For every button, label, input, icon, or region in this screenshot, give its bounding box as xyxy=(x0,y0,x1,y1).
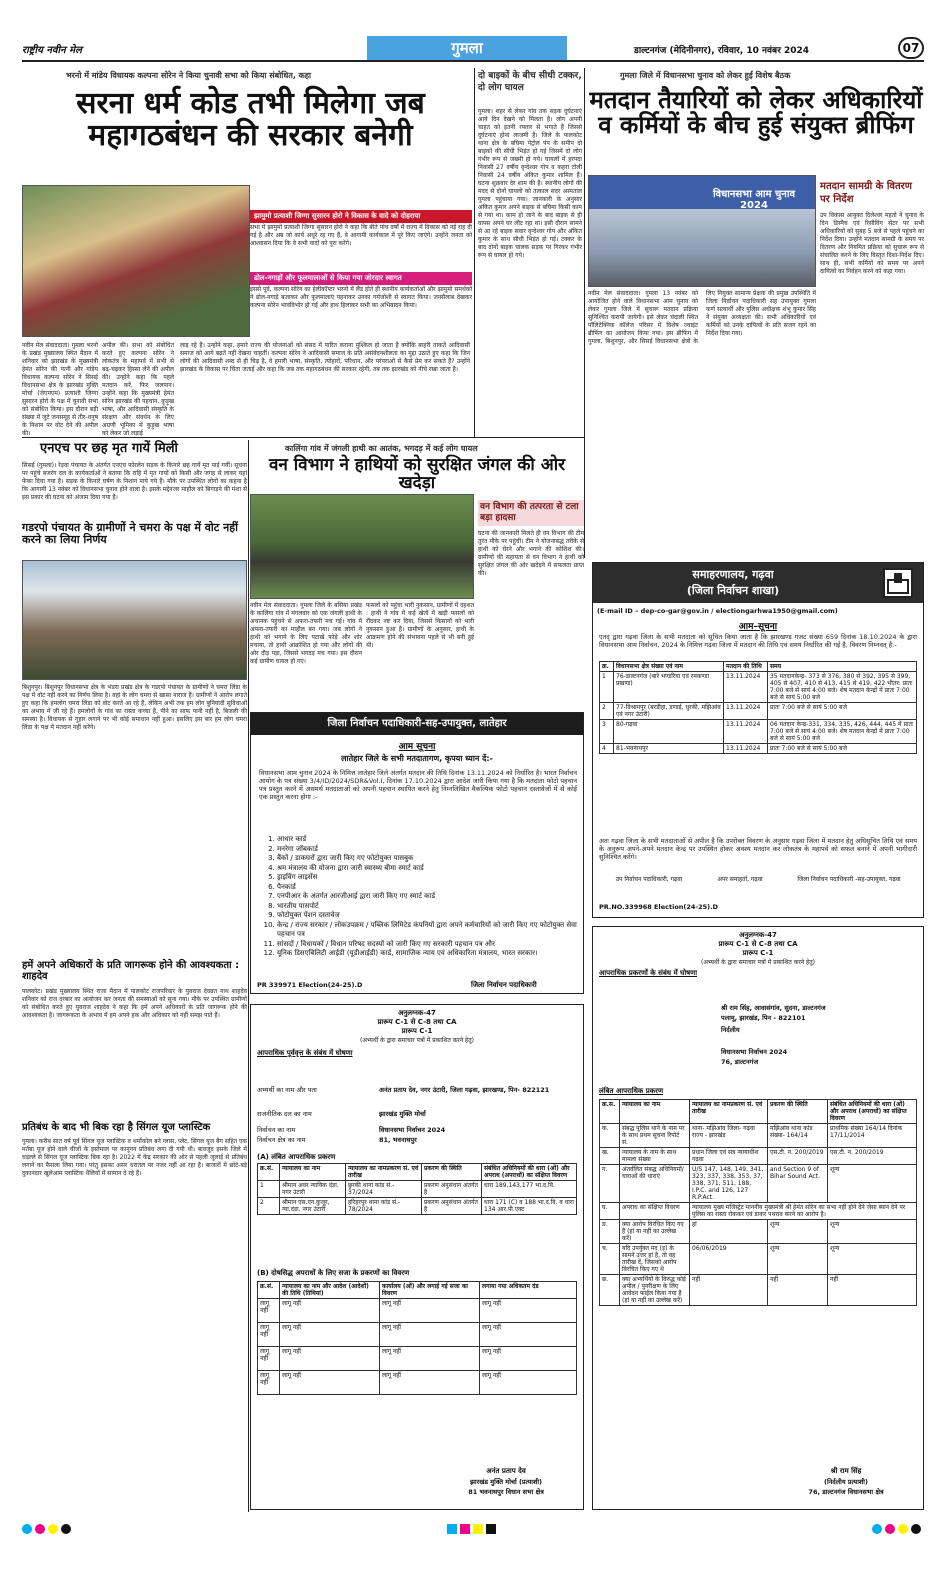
story4-body: सिसई (गुमला)। रेड़वा पंचायत के अंतर्गत एनएच फोरलेन सड़क के किनारे छह गायें मृत पाई गयीं। सूचना पर पहुंचे बजरंग दल के कार्यकर्ताओं ने बताया कि राहि में मृत गायों को किसी और जगह से लाकर यहां फेंका दिया गया है। सड़क के किनारे घर्षण के निशान पाये गये हैं। मौके पर उपस्थित लोगों का कहना है कि आगामी 13 नवंबर को विधानसभा चुनाव होने वाला है। इसके मद्देनजर माहौल को बिगाड़ने की मंशा से इस प्रकार की घटना को अंजाम दिया गया है। xyxy=(22,462,247,501)
garhwa-cell: 2 xyxy=(600,703,614,720)
story6-sidebar-title: वन विभाग की तत्परता से टला बड़ा हादसा xyxy=(478,500,584,526)
story1-body1: नवीन मेल संवाददाता। गुमला भरनो के प्रखंड मुख्यालय स्थित मैदान में शनिवार को झारखंड के मुख्यमंत्री हेमंत सोरेन की पत्नी और गांडेय विधायक कल्पना सोरेन ने सिसई विधानसभा क्षेत्र के झारखंड मुक्ति मोर्चा (जेएमएम) प्रत्याशी जिग्गा सुसारन होरो के पक्ष में चुनावी सभा को संबोधित किया। इस दौरान बड़ी संख्या में जुटे जनसमूह से तीर-धनुष के निशान पर वोट देने की अपील की। xyxy=(22,342,98,437)
c8-cell: शून्य xyxy=(828,1165,917,1203)
garhwa-cell: 13.11.2024 xyxy=(724,703,768,720)
latehar-id-item: 8. भारतीय पासपोर्ट xyxy=(277,902,577,912)
c8-cell: नहीं xyxy=(690,1275,768,1306)
story2-body: गुमला। शहर से लेकर गांव तक सड़क दुर्घटनाएं आये दिन देखने को मिलता है। लोग अपनी चाहत को इतनी रफ्तार से भगाते हैं जिससे दुर्घटनाएं होना लाजमी है। जिले के पालकोट थाना क्षेत्र के बघिमा पेट्रोल पंप के समीप दो बाइकों की सीधी भिड़ंत हो गई जिसमें दो लोग गंभीर रूप से जख्मी हो गये। घायलों में हरपदा निवासी 27 वर्षीय वृन्देश्वर गोप व कहरा टोली निवासी 24 वर्षीय अंकित कुमार शामिल हैं। घटना शुक्रवार देर शाम की है। स्थानीय लोगों की मदद से दोनों घायलों को तत्काल सदर अस्पताल गुमला पहुंचाया गया। जानकारी के अनुसार अंकित कुमार अपने बाइक से बघिमा किसी काम से गया था। काम हो जाने के बाद बाइक से ही वापस अपने घर लौट रहा था। इसी दौरान सामने से आ रहे बाइक सवार वृन्देश्वर गोप और अंकित कुमार के साथ सीधी भिड़ंत हो गई। टक्कर के बाद दोनों बाइक चालक सड़क पर गिरकर गंभीर रूप से घायल हो गये। xyxy=(478,108,582,259)
story1-photo xyxy=(22,185,250,337)
c1-na-cell: लागू नहीं xyxy=(480,1299,577,1323)
c8-notice xyxy=(592,926,924,1510)
c8-cell: थाना- मझिआंव जिला- गढ़वा राज्य - झारखंड xyxy=(690,1124,768,1148)
story1-headline: सरना धर्म कोड तभी मिलेगा जब महागठबंधन की सरकार बनेगी xyxy=(76,86,425,153)
garhwa-notice xyxy=(592,562,924,918)
story1-body2: सभा में झामुमो प्रत्याशी जिग्गा सुसारन होरो ने कहा कि बीते पांच वर्षों में राज्य में विकास को नई राह दी गई है और अब जो कार्य अधूरे रह गए हैं, वे आगामी कार्यकाल में पूरे किए जाएंगे। उन्होंने जनता को आश्वासन दिया कि वे सभी वादों को पूरा करेंगे। xyxy=(250,224,472,247)
latehar-id-item: 9. फोटोयुक्त पेंशन दस्तावेज xyxy=(277,911,577,921)
latehar-id-item: 6. पैनकार्ड xyxy=(277,883,577,893)
garhwa-th: समय xyxy=(768,662,917,672)
garhwa-cell: 81-भवनाथपुर xyxy=(614,744,724,754)
garhwa-cell: 80-गढ़वा xyxy=(614,720,724,744)
c8-cell: प्रधान जिला एवं सत्र न्यायाधीश गढ़वा xyxy=(690,1148,768,1165)
c1-na-cell: लागू नहीं xyxy=(258,1299,280,1323)
c8-name-value: श्री राम सिंह, आवासंगांव, सुदना, डाल्टनगंज xyxy=(721,1004,826,1012)
garhwa-sign1: उप निर्वाचन पदाधिकारी, गढ़वा xyxy=(615,876,683,883)
garhwa-cell: प्रातः 7:00 बजे से सायं 5:00 बजे xyxy=(768,703,917,720)
story2-kicker: दो बाइकों के बीच सीधी टक्कर, दो लोग घायल xyxy=(478,71,582,93)
c8-th: न्यायालय का नाम xyxy=(620,1100,690,1124)
c8-cell: अंतर्वलित संबद्ध अधिनियमों/धाराओं की धाराएं xyxy=(620,1165,690,1203)
masthead xyxy=(22,34,924,62)
latehar-greeting: लातेहार जिले के सभी मतदातागण, कृपया ध्यान दें:- xyxy=(341,754,493,763)
c8-cell: शून्य xyxy=(768,1244,828,1275)
c1-table-a xyxy=(257,1163,577,1215)
c8-cell: यदि उपर्युक्त मद (ड़) के सामने उत्तर हां है, तो वह तारीख दें, जिसको आरोप विरचित किए गए थे xyxy=(620,1244,690,1275)
story5-body: बिशुनपुर। बिशुनपुर विधानसभा क्षेत्र के भंडरा प्रखंड क्षेत्र के गडरपो पंचायत के ग्रामीणों ने चमरा लिंडा के पक्ष में वोट नहीं करने का निर्णय लिया है। वहां के लोग चमरा से खासा नाराज हैं। ग्रामीणों ने आरोप लगाते हुए कहा कि हमलोग चमरा लिंडा को वोट करते आ रहे हैं, लेकिन अभी तक हम लोग बुनियादी सुविधाओं का अभाव में जी रहे हैं। हमलोगों के गांव का रास्ता कच्चा है, पीने का साफ पानी नहीं है, बिजली की समस्या है। विधायक से गुहार लगाने पर भी कोई समाधान नहीं हुआ। इसलिए इस बार हम लोग चमरा लिंडा के पक्ष में मतदान नहीं करेंगे। xyxy=(22,684,247,731)
story3-sidebar-body: उप विकास आयुक्त दिलेश्वर महतो ने चुनाव के दिन डिस्पैच एवं रिसीविंग सेंटर पर सभी अधिकारियों को सुबह 5 बजे से पहले पहुंचने का निर्देश दिया। उन्होंने मतदान सामग्री के समय पर वितरण और नियमित प्रक्रिया को सुचारू रूप से संचालित करने के लिए विस्तृत दिशा-निर्देश दिए। साथ ही, सभी कर्मियों को समय पर अपने दायित्वों का निर्वहन करने को कहा गया। xyxy=(820,212,924,275)
c8-section-a: लंबित आपराधिक प्रकरण xyxy=(599,1087,664,1095)
c1-th: संबंधित अधिनियमों की धारा (ओं) और अपराध (अपराधों) का संक्षिप्त विवरण xyxy=(482,1164,577,1181)
c8-constituency-value: 76, डाल्टनगंज xyxy=(721,1058,759,1066)
c8-th: न्यायालय का नामप्रकरण सं. एवं तारीख xyxy=(690,1100,768,1124)
story1-body5: अपील की। सभा को संबोधित करते हुए कल्पना सोरेन ने लोकतंत्र के महापर्व में सभी से बढ़-चढ़कर हिस्सा लेने की अपील की। उन्होंने कहा कि पहले मतदान करें, फिर जलपान। उन्होंने कहा कि मुख्यमंत्री हेमंत सोरेन झारखंड की पहचान, कुड़ुख भाषा, और आदिवासी संस्कृति के संरक्षण और संवर्धन के लिए अग्रणी भूमिका में कुड़ुख भाषा को लेकर जो लड़ाई xyxy=(102,342,174,437)
row-rule xyxy=(22,437,584,438)
latehar-id-item: 4. श्रम मंत्रालय की योजना द्वारा जारी स्वास्थ्य बीमा स्मार्ट कार्ड xyxy=(277,864,577,874)
garhwa-sign2: अपर समाहर्ता, गढ़वा xyxy=(717,876,763,883)
c8-signature: श्री राम सिंह xyxy=(830,1467,862,1475)
c8-cell: 06/06/2019 xyxy=(690,1244,768,1275)
c8-lead: आपराधिक प्रकरणों के संबंध में घोषणा xyxy=(599,969,698,977)
c1-na-cell: लागू नहीं xyxy=(380,1323,480,1347)
latehar-id-item: 7. एनपीआर के अंतर्गत आरजीआई द्वारा जारी किए गए स्मार्ट कार्ड xyxy=(277,892,577,902)
c1-thb: लगाया गया अधिकतम दंड xyxy=(480,1282,577,1299)
garhwa-cell: 77-विश्रामपुर (बरडीहा, डण्डई, धुरकी, मझिआंव एवं नगर उंटारी) xyxy=(614,703,724,720)
c8-cell: एस.टी. न. 200/2019 xyxy=(768,1148,828,1165)
c1-na-cell: लागू नहीं xyxy=(258,1371,280,1395)
story4-photo xyxy=(22,560,247,680)
c8-th: क्र.स. xyxy=(600,1100,620,1124)
story1-subhead2: ढोल-नगाड़ों और फूलमालाओं से किया गया जोरदार स्वागत xyxy=(250,272,472,285)
garhwa-th: क्र. xyxy=(600,662,614,672)
story6-photo xyxy=(250,494,474,599)
c8-signature-constituency: 76, डाल्टनगंज विधानसभा क्षेत्र xyxy=(808,1488,884,1496)
c1-th: न्यायालय का नामप्रकरण सं. एवं तारीख xyxy=(346,1164,422,1181)
garhwa-cell: 76-डाल्टनगंज (बारे भण्डरिया एवं रमकण्डा प्रखण्ड) xyxy=(614,672,724,703)
c1-lead: आपराधिक पूर्ववृत्त के संबंध में घोषणा xyxy=(257,1049,353,1057)
latehar-notice xyxy=(250,712,584,994)
c1-th: क्र.सं. xyxy=(258,1164,280,1181)
c1-signature-constituency: 81 भवनाथपुर विधान सभा क्षेत्र xyxy=(468,1488,544,1496)
c8-note: (अभ्यर्थी के द्वारा समाचार पत्रों में प्रकाशित करने हेतु) xyxy=(700,959,815,966)
garhwa-header xyxy=(593,563,923,603)
latehar-id-item: 10. केन्द्र / राज्य सरकार / लोकउपक्रम / पब्लिक लिमिटेड कंपनियों द्वारा अपने कर्मचारियों को जारी किए गए फोटोयुक्त सेवा पहचान पत्र xyxy=(277,921,577,940)
c1-form: प्रारूप C-1 से C-8 तथा CA xyxy=(377,1018,457,1026)
story5-subhead2: प्रतिबंध के बाद भी बिक रहा है सिंगल यूज प्लास्टिक xyxy=(22,1122,211,1133)
c8-name-value2: पलामू, झारखंड, पिन - 822101 xyxy=(721,1014,806,1022)
garhwa-cell: 13.11.2024 xyxy=(724,720,768,744)
story1-body4: लाइ रहे हैं। उन्होंने कहा, हमारे राज्य की योजनाओं को संसद में पारित कराना मुश्किल हो जाता है क्योंकि बाहरी ताकतें आदिवासी समाज को आगे बढ़ते नहीं देखना चाहतीं। कल्पना सोरेन ने आदिवासी समाज के प्रति असंवेदनशीलता का मुद्दा उठाते हुए कहा कि जिन लोगों की आदिवासी शब्द से ही चिढ़ है, वे हमारी भाषा, संस्कृति, त्योहारों, परिधान, और परंपराओं से कैसे प्रेम कर सकते हैं? उन्होंने झारखंड के विकास पर चिंता जताई और कहा कि जब तक महागठबंधन की सरकार रहेगी, तब तक झारखंड को नीचे रखा जाता है। xyxy=(180,342,470,373)
story1-body3: इससे पूर्व, कल्पना सोरेन का हेलीकॉप्टर भरनो में लैंड होते ही स्थानीय कार्यकर्ताओं और झामुमो समर्थकों ने ढोल-नगाड़े बजाकर और फूलमालाएं पहनाकर उनका गर्मजोशी से स्वागत किया। जनसैलाब देखकर कल्पना सोरेन भावविभोर हो गईं और हाथ हिलाकर सभी का अभिवादन किया। xyxy=(250,286,472,309)
c8-cell: ङ. xyxy=(600,1220,620,1244)
c8-table xyxy=(599,1099,917,1306)
c8-cell: ख. xyxy=(600,1148,620,1165)
c8-cell: शून्य xyxy=(828,1220,917,1244)
story6-sidebar-body: घटना की जानकारी मिलते ही वन विभाग की टीम तुरंत मौके पर पहुंची। टीम ने योजनाबद्ध तरीके से हाथी को घेरने और भगाने की कोशिश की। ग्रामीणों की सहायता से वन विभाग ने हाथी को सुरक्षित जंगल की ओर खदेड़ने में सफलता प्राप्त की। xyxy=(478,530,584,577)
c1-na-cell: लागू नहीं xyxy=(380,1371,480,1395)
c1-na-cell: लागू नहीं xyxy=(280,1347,380,1371)
c8-cell: ग. xyxy=(600,1165,620,1203)
garhwa-cell: 13.11.2024 xyxy=(724,744,768,754)
c1-party-value: झारखंड मुक्ति मोर्चा xyxy=(379,1110,426,1118)
c1-na-cell: लागू नहीं xyxy=(480,1371,577,1395)
garhwa-pr-number: PR.NO.339968 Election(24-25).D xyxy=(599,903,719,911)
garhwa-cell: 4 xyxy=(600,744,614,754)
c1-cell: हरिहरपुर थाना कांड सं.- 78/2024 xyxy=(346,1198,422,1215)
c1-section-b: (B) दोषसिद्ध अपराधों के लिए सजा के प्रकरणों का विवरण xyxy=(257,1269,410,1277)
c1-constituency-value: 81, भवनाथपुर xyxy=(379,1136,417,1144)
story3-sidebar-title: मतदान सामग्री के वितरण पर निर्देश xyxy=(820,181,912,205)
garhwa-title2: (जिला निर्वाचन शाखा) xyxy=(686,584,780,597)
c8-th: प्रकरण की स्थिति xyxy=(768,1100,828,1124)
c8-cell: क्या अभ्यर्थियों के विरुद्ध कोई अपील / पुनरीक्षण के लिए आवेदन फाईल किया गया है (हां या नहीं का उल्लेख करें) xyxy=(620,1275,690,1306)
garhwa-email: (E-mail ID – dep-co-gar@gov.in / electiongarhwa1950@gmail.com) xyxy=(597,607,838,615)
c8-cell: प्राथमिक संख्या 164/14 दिनांक 17/11/2014 xyxy=(828,1124,917,1148)
c8-signature-party: (निर्दलीय प्रत्याशी) xyxy=(824,1478,868,1486)
c1-election-value: विधानसभा निर्वाचन 2024 xyxy=(379,1126,446,1134)
c1-na-cell: लागू नहीं xyxy=(280,1371,380,1395)
garhwa-title1: समाहरणालय, गढ़वा xyxy=(692,568,774,581)
c8-cell: न्यायालय के नाम के साथ मामला संख्या xyxy=(620,1148,690,1165)
garhwa-cell: 13.11.2024 xyxy=(724,672,768,703)
c1-cell: धारा 189,143,177 भा.द.वि. xyxy=(482,1181,577,1198)
story1-kicker: भरनो में मांडेय विधायक कल्पना सोरेन ने किया चुनावी सभा को किया संबोधित, कहा xyxy=(66,71,312,80)
column-rule xyxy=(474,68,475,438)
c8-cell: क्या आरोप विरचित किए गए हैं (हां या नहीं का उल्लेख करें) xyxy=(620,1220,690,1244)
c8-cell: छ. xyxy=(600,1275,620,1306)
latehar-id-item: 11. सांसदों / विधायकों / विधान परिषद सदस्यों को जारी किए गए सरकारी पहचान पत्र और xyxy=(277,940,577,950)
c1-th: प्रकरण की स्थिति xyxy=(422,1164,482,1181)
c8-cell: संबद्ध पुलिस थाने के नाम पर के साथ प्रथम सूचना रिपोर्ट सं. xyxy=(620,1124,690,1148)
story5-body2: पालकोट। प्रखंड मुख्यालय स्थित राजा मैदान में पालकोट राजपरिवार के युवराज देवव्रत नाथ शाहदेव शनिवार को राज दरबार का आयोजन कर जनता की समस्याओं को सुना गया। मौके पर उपस्थित ग्रामीणों को संबोधित करते हुए युवराज शाहदेव ने कहा कि हमें अपने अधिकारों के प्रति जागरूक होने की आवश्यकता है। जागरूकता के अभाव में हम अपने हक और अधिकार को नहीं समझ पाते हैं। xyxy=(22,988,247,1019)
dateline: डाल्टनगंज (मेदिनीनगर), रविवार, 10 नवंबर 2024 xyxy=(634,46,810,56)
story6-body2: फसलों को पहुंचा भारी नुकसान, ग्रामीणों में दहशत : हाथी ने गांव में कई खेतों में खड़ी फसलों को रौंदकर नष्ट कर दिया, जिससे किसानों को भारी नुकसान हुआ है। ग्रामीणों के अनुसार, हाथी के आक्रमण होने की संभावना पहले से भी बनी हुई थी। xyxy=(366,602,474,649)
garhwa-cell: 1 xyxy=(600,672,614,703)
latehar-subtitle: आम सूचना xyxy=(398,742,436,752)
c1-note: (अभ्यर्थी के द्वारा समाचार पत्रों में प्रकाशित करने हेतु) xyxy=(359,1037,474,1044)
c8-cell: नहीं xyxy=(768,1275,828,1306)
c1-thb: क्र.सं. xyxy=(258,1282,280,1299)
story3-photo-banner: विधानसभा आम चुनाव 2024 xyxy=(712,189,796,211)
story5-subhead: हमें अपने अधिकारों के प्रति जागरूक होने की आवश्यकता : शाहदेव xyxy=(22,960,240,982)
story3-body: नवीन मेल संवाददाता। गुमला 13 नवंबर को आयोजित होने वाले विधानसभा आम चुनाव को लेकर गुमला जिले में सुचारू मतदान प्रक्रिया सुनिश्चित करायी जायेगी। इसे लेकर चंदाली स्थित पॉलिटेक्निक कॉलेज परिसर में विशेष ज्वाइंट ब्रीफिंग का आयोजन किया गया। इस ब्रीफिंग में गुमला, बिशुनपुर, और सिसई विधानसभा क्षेत्रों के लिए नियुक्त सामान्य प्रेक्षक की प्रमुख उपस्थिति में जिला निर्वाचन पदाधिकारी सह उपायुक्त गुमला कर्ण सत्यार्थी और पुलिस अधीक्षक शंभू कुमार सिंह ने संयुक्त अध्यक्षता की। सभी अधिकारियों एवं कर्मियों को उनके दायित्वों के प्रति सजग रहने का निर्देश दिया गया। xyxy=(588,290,816,345)
latehar-id-item: 5. ड्राइविंग लाइसेंस xyxy=(277,873,577,883)
story3-photo xyxy=(588,175,816,287)
c1-cell: श्रीमान अवर न्यायिक दंडा. नगर उंटारी xyxy=(280,1181,346,1198)
c8-cell: शून्य xyxy=(828,1244,917,1275)
registration-dots-left xyxy=(22,1524,74,1534)
section-label: गुमला xyxy=(367,36,567,60)
story3-headline: मतदान तैयारियों को लेकर अधिकारियों व कर्मियों के बीच हुई संयुक्त ब्रीफिंग xyxy=(589,86,923,140)
c8-title: अनुलग्नक-47 xyxy=(739,931,777,939)
c1-na-cell: लागू नहीं xyxy=(258,1347,280,1371)
c1-cell: प्रकरण अनुसंधान अंतर्गत है xyxy=(422,1181,482,1198)
c1-name-value: अनंत प्रताप देव, नगर उंटारी, जिला गढ़वा, झारखण्ड, पिन- 822121 xyxy=(379,1086,550,1094)
c8-cell: घ. xyxy=(600,1203,620,1220)
c1-signature-party: झारखंड मुक्ति मोर्चा (प्रत्याशी) xyxy=(469,1478,543,1486)
c1-name-label: अभ्यर्थी का नाम और पता xyxy=(257,1086,317,1094)
page-number: 07 xyxy=(898,37,924,59)
c8-form2: प्रारूप C-1 xyxy=(742,949,774,957)
c1-na-cell: लागू नहीं xyxy=(258,1323,280,1347)
c8-cell: मझिआंव थाना कांड संख्या- 164/14 xyxy=(768,1124,828,1148)
c8-cell: क. xyxy=(600,1124,620,1148)
c1-thb: कार्यालय (ओं) और लगाई गई सजा का विवरण xyxy=(380,1282,480,1299)
c1-thb: न्यायालय का नाम और आदेश (आदेशों) की तिथि (तिथियां) xyxy=(280,1282,380,1299)
garhwa-intro: एतद् द्वारा गढ़वा जिला के सभी मतदाता को सूचित किया जाता है कि झारखण्ड गजट संख्या 659 दिनांक 18.10.2024 के द्वारा विधानसभा आम निर्वाचन, 2024 के निमित्त गढ़वा जिला में मतदान की तिथि एवं समय निर्धारित की गई है, विवरण निम्नवत् है:- xyxy=(599,633,917,649)
latehar-id-item: 3. बैंकों / डाकघरों द्वारा जारी किए गए फोटोयुक्त पासबुक xyxy=(277,854,577,864)
story4-subhead: गडरपो पंचायत के ग्रामीणों ने चमरा के पक्ष में वोट नहीं करने का लिया निर्णय xyxy=(22,521,238,547)
c1-signature: अनंत प्रताप देव xyxy=(486,1467,526,1475)
color-registration-bar xyxy=(22,1522,924,1536)
c1-na-cell: लागू नहीं xyxy=(280,1323,380,1347)
story6-headline: वन विभाग ने हाथियों को सुरक्षित जंगल की ओर खदेड़ा xyxy=(268,455,566,493)
garhwa-cell: 06 मतदान केन्द्र-331, 334, 335, 426, 444, 445 में प्रातः 7:00 बजे से सायं 4:00 बजे। शेष मतदान केन्द्रों में प्रातः 7:00 बजे से सायं 5:00 बजे xyxy=(768,720,917,744)
brand-name: राष्ट्रीय नवीन मेल xyxy=(22,45,82,56)
latehar-pr-number: PR 339971 Election(24-25).D xyxy=(257,981,363,989)
c8-form: प्रारूप C-1 से C-8 तथा CA xyxy=(718,940,798,948)
c1-na-cell: लागू नहीं xyxy=(380,1347,480,1371)
c1-title: अनुलग्नक-47 xyxy=(398,1009,436,1017)
garhwa-cell: 3 xyxy=(600,720,614,744)
column-rule xyxy=(584,68,585,558)
story6-body: नवीन मेल संवाददाता। गुमला जिले के बसिया प्रखंड के कालिंगा गांव में मंगलवार को एक जंगली हाथी के अचानक पहुंचने से अफरा-तफरी मच गई। गांव में अफरा-तफरी का माहौल बन गया। जब लोगों ने हाथी को भगाने के लिए पटाखे फोड़े और शोर मचाया, तो हाथी आक्रोशित हो गया और लोगों की ओर दौड़ पड़ा, जिससे भगदड़ मच गया। इस दौरान कई ग्रामीण घायल हो गए। xyxy=(250,602,362,665)
c1-cell: श्रीमान एस.एन.कुजूर, न्या.दंडा. नगर उंटारी xyxy=(280,1198,346,1215)
c1-party-label: राजनीतिक दल का नाम xyxy=(257,1110,312,1118)
c8-cell: and Section 9 of Bihar Sound Act. xyxy=(768,1165,828,1203)
garhwa-cell: प्रातः 7:00 बजे से सायं 5:00 बजे xyxy=(768,744,917,754)
c8-th: संबंधित अधिनियमों की धारा (ओं) और अपराध (अपराधों) का संक्षिप्त विवरण xyxy=(828,1100,917,1124)
registration-dots-center xyxy=(447,1524,499,1534)
garhwa-cell: 35 मतदानकेन्द्र- 373 से 376, 380 से 392, 395 से 399, 405 से 407, 410 से 413, 415 से 419, 422 भीतर: प्रातः 7:00 बजे से सायं 4:00 बजे। शेष मतदान केन्द्रों में प्रातः 7:00 बजे से सायं 5:00 बजे xyxy=(768,672,917,703)
story4-kicker: एनएच पर छह मृत गायें मिली xyxy=(40,441,178,456)
c1-cell: छुरकी थाना कांड सं.- 37/2024 xyxy=(346,1181,422,1198)
c8-cell: नहीं xyxy=(828,1275,917,1306)
garhwa-sign3: जिला निर्वाचन पदाधिकारी -सह-उपायुक्त, गढ़वा xyxy=(797,876,901,883)
ballot-logo-icon xyxy=(883,568,913,598)
garhwa-th: विधानसभा क्षेत्र संख्या एवं नाम xyxy=(614,662,724,672)
c1-th: न्यायालय का नाम xyxy=(280,1164,346,1181)
c1-table-b xyxy=(257,1281,577,1395)
c1-na-cell: लागू नहीं xyxy=(480,1347,577,1371)
latehar-id-list xyxy=(277,835,577,959)
c8-cell: एस.टी. न. 200/2019 xyxy=(828,1148,917,1165)
c1-cell: धारा 171 (C) व 188 भा.द.वि. व धारा 134 आर.पी.एक्ट xyxy=(482,1198,577,1215)
registration-dots-right xyxy=(872,1524,924,1534)
c1-na-cell: लागू नहीं xyxy=(480,1323,577,1347)
latehar-intro: विधानसभा आम चुनाव 2024 के निमित्त लातेहार जिले अंतर्गत मतदान की तिथि दिनांक 13.11.2024 को निर्धारित है। भारत निर्वाचन आयोग के पत्र संख्या 3/4/ID/2024/SDR&Vol.I, दिनांक 17.10.2024 द्वारा आदेश जारी किया गया है कि मतदाता फोटो पहचान पत्र प्रस्तुत करने में असमर्थ मतदाताओं को अपनी पहचान स्थापित करने हेतु निम्नलिखित वैकल्पिक फोटो पहचान दस्तावेजों में से कोई एक प्रस्तुत करना होगा :- xyxy=(259,769,577,801)
latehar-id-item: 1. आधार कार्ड xyxy=(277,835,577,845)
c1-na-cell: लागू नहीं xyxy=(380,1299,480,1323)
latehar-id-item: 2. मनरेगा जॉबकार्ड xyxy=(277,845,577,855)
c1-election-label: निर्वाचन का नाम xyxy=(257,1126,296,1134)
garhwa-subtitle: आम–सूचना xyxy=(738,622,778,632)
garhwa-table xyxy=(599,661,917,754)
story1-subhead1: झामुमो प्रत्याशी जिग्गा सुसारन होरो ने विकास के वादे को दोहराया xyxy=(250,210,472,223)
c1-constituency-label: निर्वाचन क्षेत्र का नाम xyxy=(257,1136,306,1144)
latehar-title: जिला निर्वाचन पदाधिकारी-सह-उपायुक्त, लातेहार xyxy=(251,713,583,735)
c8-election-value: विधानसभा निर्वाचन 2024 xyxy=(721,1048,788,1056)
column-rule xyxy=(248,440,249,1512)
c1-form2: प्रारूप C-1 xyxy=(401,1027,433,1035)
c1-na-cell: लागू नहीं xyxy=(280,1299,380,1323)
c8-cell: च. xyxy=(600,1244,620,1275)
c8-cell: U/S 147, 148, 149, 341, 323, 337, 338, 353, 37, 338, 371, 511, 188, I.P.C. and 126, 127 R.P.Act. xyxy=(690,1165,768,1203)
story6-kicker: कालिंगा गांव में जंगली हाथी का आतंक, भगदड़ में कई लोग घायल xyxy=(285,444,478,453)
story5-body3: गुमला। करीब सात वर्ष पूर्व सिंगल यूज प्लास्टिक व थर्मोकोल बने ग्लास, प्लेट, सिंगल यूज बैग सहित एक मर्तबा यूज होने वाले चीजों के इस्तेमाल पर कानूनन प्रतिबंध लगा दी गयी थी। बावजूद इसके जिले में धड़ल्ले से सिंगल यूज प्लास्टिक बिक रहा है। 2022 में केंद्र सरकार की ओर से पहली जुलाई से प्रतिबंध लगाने का फैसला लिया गया। परंतु इसका असर धरातल पर नजर नहीं आ रहा है। बाजारों में छोटे-बड़े दुकानदार खुलेआम प्लास्टिक थैलियों में सामान दे रहे हैं। xyxy=(22,1138,247,1177)
c1-cell: प्रकरण अनुसंधान अंतर्गत है xyxy=(422,1198,482,1215)
garhwa-th: मतदान की तिथि xyxy=(724,662,768,672)
c8-cell: हां xyxy=(690,1220,768,1244)
c1-section-a: (A) लंबित आपराधिक प्रकरण xyxy=(257,1153,336,1161)
story3-kicker: गुमला जिले में विधानसभा चुनाव को लेकर हुई विशेष बैठक xyxy=(620,71,791,80)
latehar-signature: जिला निर्वाचन पदाधिकारी xyxy=(471,981,537,989)
c8-cell: न्यायालय मुख्य मजिस्ट्रेट माननीय मुख्यमंत्री श्री हेमंत सोरेन का सभा नहीं होने देने जेसा ब्यान देने पर पुलिस का रास्ता रोककर एवं डाकर पथराव करने का आरोप है। xyxy=(690,1203,917,1220)
c8-party-value: निर्दलीय xyxy=(721,1026,740,1034)
c8-cell: अपराध का संक्षिप्त विवरण xyxy=(620,1203,690,1220)
c1-notice xyxy=(250,1004,584,1510)
c8-cell: शून्य xyxy=(768,1220,828,1244)
garhwa-outro: अतः गढ़वा जिला के सभी मतदाताओं से अपील है कि उपरोक्त विवरण के अनुसार गढ़वा जिला में मतदान हेतु अधिसूचित तिथि एवं समय के अनुरूप अपने-अपने मतदान केन्द्र पर उपस्थित होकर अवश्य मतदान कर लोकतंत्र के महापर्व को सफल बनाने में अपनी भागीदारी सुनिश्चित करेंगे। xyxy=(599,837,917,861)
latehar-id-item: 12. यूनिक डिसएबिलिटी आईडी (यूडीआईडी) कार्ड, सामाजिक न्याय एवं अधिकारिता मंत्रालय, भारत सरकार। xyxy=(277,949,577,959)
c1-cell: 1 xyxy=(258,1181,280,1198)
c1-cell: 2 xyxy=(258,1198,280,1215)
